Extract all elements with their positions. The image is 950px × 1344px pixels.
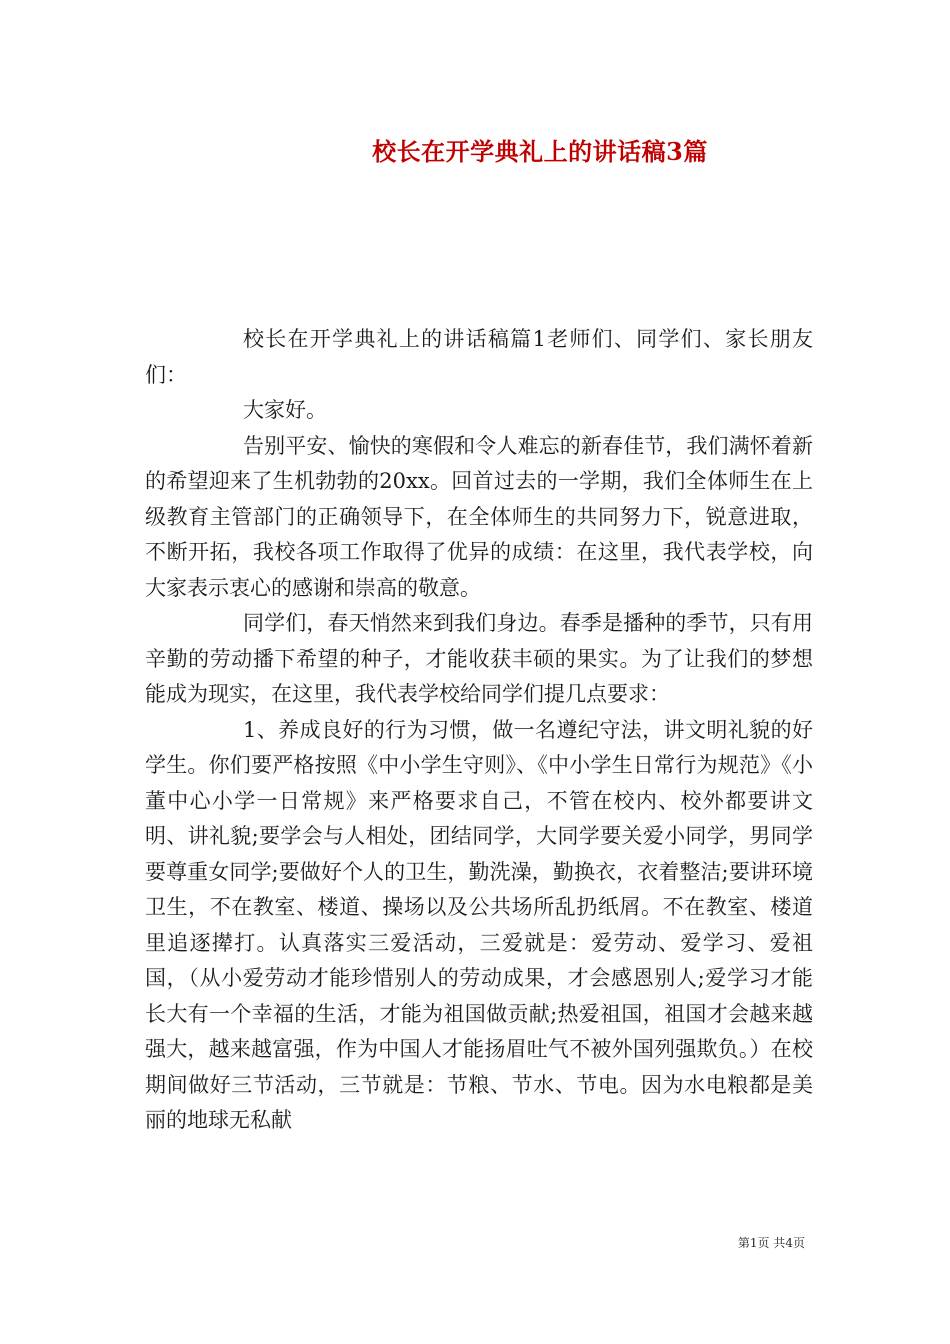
document-title: 校长在开学典礼上的讲话稿3篇 xyxy=(372,137,708,166)
paragraph-review: 告别平安、愉快的寒假和令人难忘的新春佳节，我们满怀着新的希望迎来了生机勃勃的20xx。回首过去的一学期，我们全体师生在上级教育主管部门的正确领导下，在全体师生的共同努力下，锐意进取，不断开拓，我校各项工作取得了优异的成绩：在这里，我代表学校，向大家表示衷心的感谢和崇高的敬意。 xyxy=(145,433,813,600)
paragraph-requirement-1: 1、养成良好的行为习惯，做一名遵纪守法，讲文明礼貌的好学生。你们要严格按照《中小学生守则》、《中小学生日常行为规范》《小董中心小学一日常规》来严格要求自己，不管在校内、校外都要讲文明、讲礼貌;要学会与人相处，团结同学，大同学要关爱小同学，男同学要尊重女同学;要做好个人的卫生，勤洗澡，勤换衣，衣着整洁;要讲环境卫生，不在教室、楼道、操场以及公共场所乱扔纸屑。不在教室、楼道里追逐撵打。认真落实三爱活动，三爱就是：爱劳动、爱学习、爱祖国，（从小爱劳动才能珍惜别人的劳动成果，才会感恩别人;爱学习才能长大有一个幸福的生活，才能为祖国做贡献;热爱祖国，祖国才会越来越强大，越来越富强，作为中国人才能扬眉吐气不被外国列强欺负。）在校期间做好三节活动，三节就是：节粮、节水、节电。因为水电粮都是美丽的地球无私献 xyxy=(145,717,813,1132)
paragraph-spring: 同学们，春天悄然来到我们身边。春季是播种的季节，只有用辛勤的劳动播下希望的种子，才能收获丰硕的果实。为了让我们的梦想能成为现实，在这里，我代表学校给同学们提几点要求： xyxy=(145,611,813,706)
paragraph-greeting: 大家好。 xyxy=(243,398,327,422)
document-body xyxy=(145,322,813,1139)
paragraph-salutation: 校长在开学典礼上的讲话稿篇1老师们、同学们、家长朋友们： xyxy=(145,327,813,387)
page-footer: 第1页 共4页 xyxy=(737,1236,805,1250)
